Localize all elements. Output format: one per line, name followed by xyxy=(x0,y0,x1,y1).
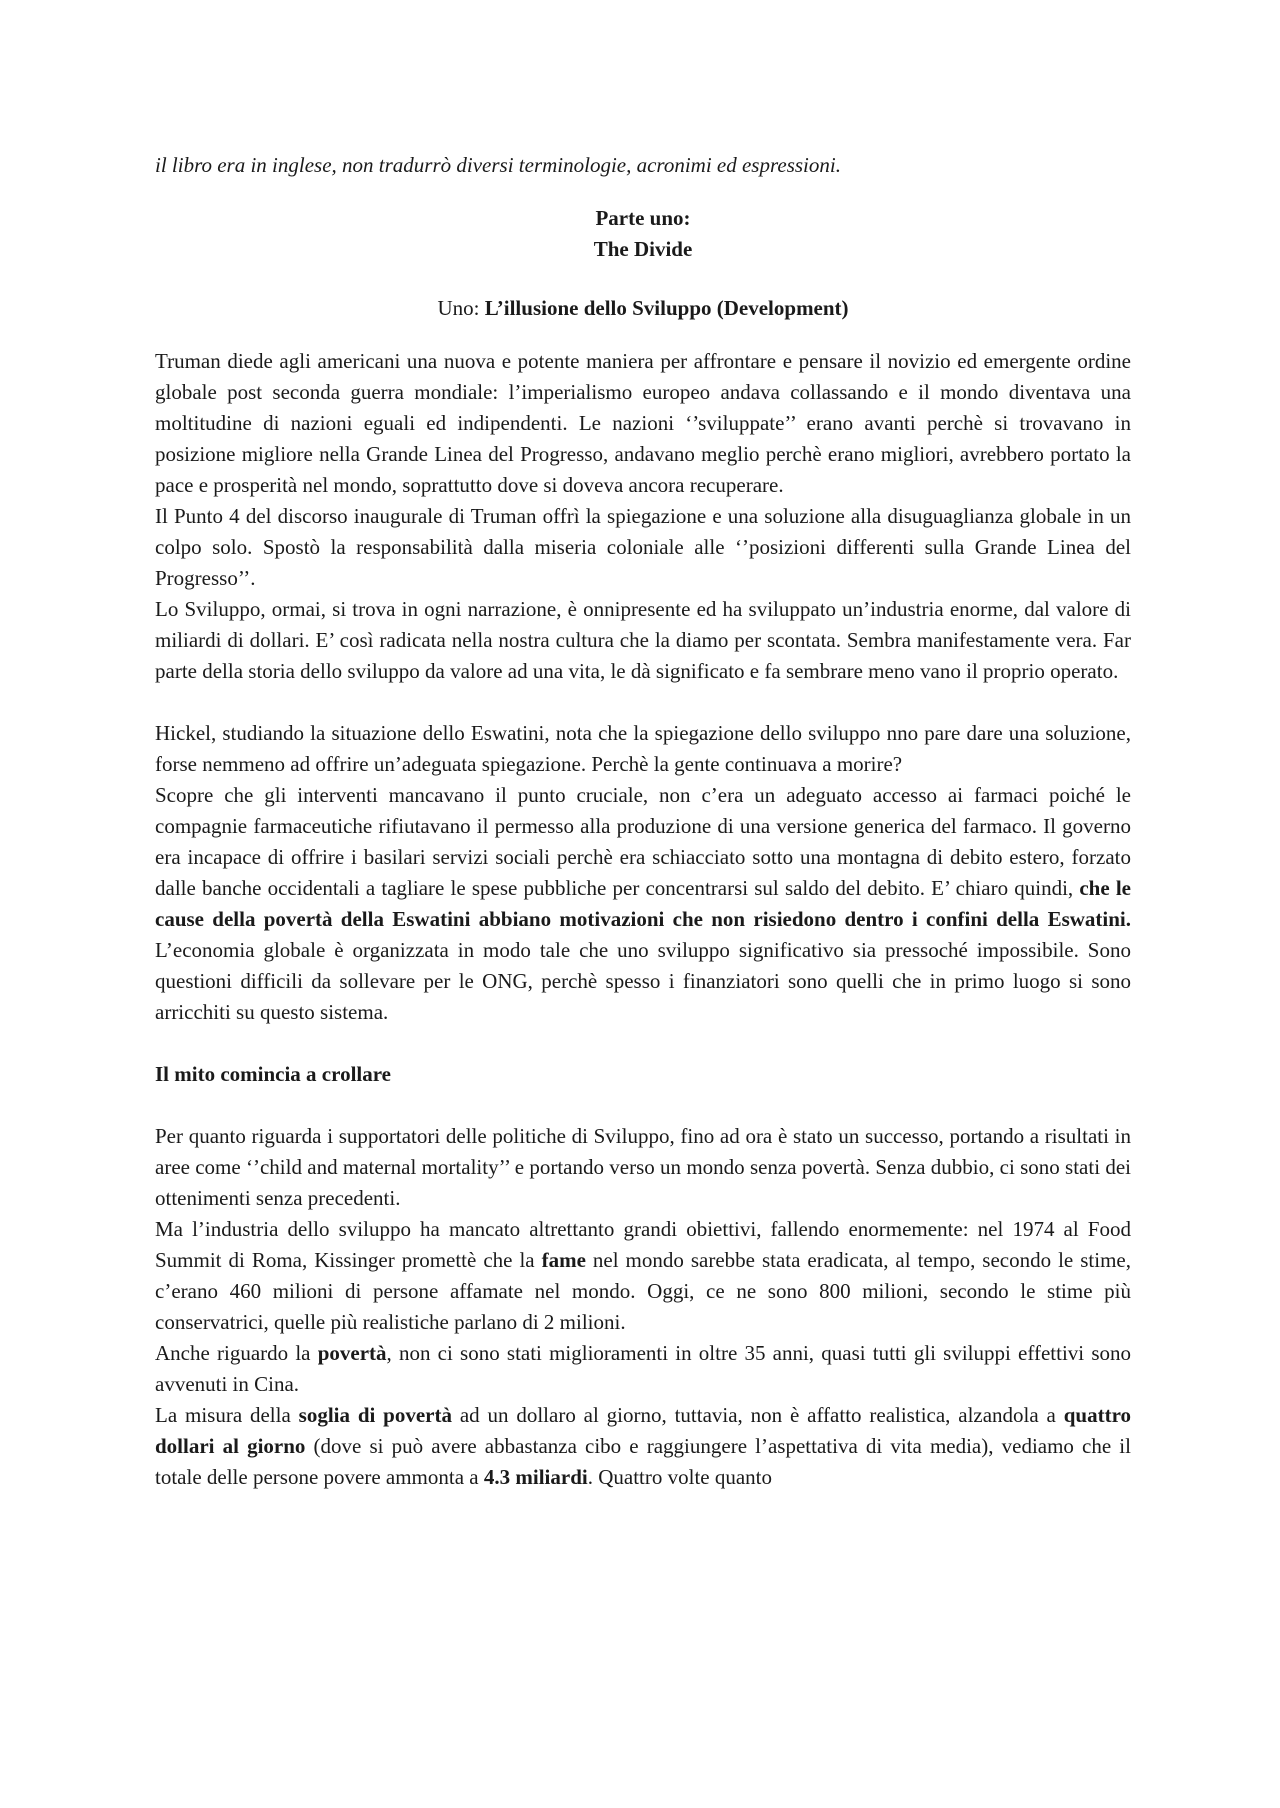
part-title: The Divide xyxy=(593,237,693,261)
paragraph-supportatori: Per quanto riguarda i supportatori delle politiche di Sviluppo, fino ad ora è stato un successo, portando a risultati in aree come ‘’child and maternal mortality’’ e portando verso un mondo senza povertà. Senza dubbio, ci sono stati dei ottenimenti senza precedenti. xyxy=(155,1124,1131,1210)
paragraph-punto-4: Il Punto 4 del discorso inaugurale di Truman offrì la spiegazione e una soluzione alla disuguaglianza globale in un colpo solo. Spostò la responsabilità dalla miseria coloniale alle ‘’posizioni differenti sulla Grande Linea del Progresso’’. xyxy=(155,504,1131,590)
paragraph-eswatini-cause xyxy=(155,780,1131,1028)
part-number: Parte uno: xyxy=(595,206,691,230)
emphasis-text: soglia di povertà xyxy=(298,1403,452,1427)
emphasis-text: povertà xyxy=(317,1341,387,1365)
text-run: Scopre che gli interventi mancavano il punto cruciale, non c’era un adeguato accesso ai farmaci poiché le compagnie farmaceutiche rifiutavano il permesso alla produzione di una versione generica del farmaco. Il governo era incapace di offrire i basilari servizi sociali perchè era schiacciato sotto una montagna di debito estero, forzato dalle banche occidentali a tagliare le spese pubbliche per concentrarsi sul saldo del debito. E’ chiaro quindi, xyxy=(155,783,1131,900)
chapter-heading xyxy=(155,293,1131,324)
part-heading xyxy=(155,203,1131,265)
intro-note: il libro era in inglese, non tradurrò diversi terminologie, acronimi ed espressioni. xyxy=(155,153,841,177)
paragraph-sviluppo-industria: Lo Sviluppo, ormai, si trova in ogni narrazione, è onnipresente ed ha sviluppato un’industria enorme, dal valore di miliardi di dollari. E’ così radicata nella nostra cultura che la diamo per scontata. Sembra manifestamente vera. Far parte della storia dello sviluppo da valore ad una vita, le dà significato e fa sembrare meno vano il proprio operato. xyxy=(155,597,1131,683)
text-run: nel mondo sarebbe stata eradicata, al tempo, secondo le stime, c’erano 460 milioni di persone affamate nel mondo. Oggi, ce ne sono 800 milioni, secondo le stime più conservatrici, quelle più realistiche parlano di 2 milioni. xyxy=(155,1248,1131,1334)
chapter-title: L’illusione dello Sviluppo (Development) xyxy=(484,296,849,320)
text-run: , non ci sono stati miglioramenti in oltre 35 anni, quasi tutti gli sviluppi effettivi sono avvenuti in Cina. xyxy=(155,1341,1132,1396)
text-run: ad un dollaro al giorno, tuttavia, non è affatto realistica, alzandola a xyxy=(452,1403,1064,1427)
emphasis-text: fame xyxy=(541,1248,586,1272)
text-run: La misura della xyxy=(155,1403,299,1427)
emphasis-text: quattro dollari al giorno xyxy=(155,1403,1132,1458)
paragraph-soglia-poverta xyxy=(155,1400,1131,1493)
text-run: . Quattro volte quanto xyxy=(587,1465,773,1489)
document-page xyxy=(155,150,1131,1493)
chapter-prefix: Uno: xyxy=(437,296,485,320)
paragraph-hickel: Hickel, studiando la situazione dello Eswatini, nota che la spiegazione dello sviluppo nno pare dare una soluzione, forse nemmeno ad offrire un’adeguata spiegazione. Perchè la gente continuava a morire? xyxy=(155,721,1131,776)
emphasis-text: che le cause della povertà della Eswatini abbiano motivazioni che non risiedono dentro i confini della Eswatini. xyxy=(155,876,1131,931)
text-run: Anche riguardo la xyxy=(155,1341,318,1365)
paragraph-truman-intro: Truman diede agli americani una nuova e potente maniera per affrontare e pensare il novizio ed emergente ordine globale post seconda guerra mondiale: l’imperialismo europeo andava collassando e il mondo diventava una moltitudine di nazioni eguali ed indipendenti. Le nazioni ‘’sviluppate’’ erano avanti perchè si trovavano in posizione migliore nella Grande Linea del Progresso, andavano meglio perchè erano migliori, avrebbero portato la pace e prosperità nel mondo, soprattutto dove si doveva ancora recuperare. xyxy=(155,349,1131,497)
paragraph-food-summit xyxy=(155,1214,1131,1338)
paragraph-poverta xyxy=(155,1338,1131,1400)
text-run: (dove si può avere abbastanza cibo e raggiungere l’aspettativa di vita media), vediamo che il totale delle persone povere ammonta a xyxy=(155,1434,1131,1489)
emphasis-text: 4.3 miliardi xyxy=(483,1465,588,1489)
section-heading: Il mito comincia a crollare xyxy=(155,1062,392,1086)
text-run: L’economia globale è organizzata in modo tale che uno sviluppo significativo sia pressoché impossibile. Sono questioni difficili da sollevare per le ONG, perchè spesso i finanziatori sono quelli che in primo luogo si sono arricchiti su questo sistema. xyxy=(155,938,1131,1024)
text-run: Ma l’industria dello sviluppo ha mancato altrettanto grandi obiettivi, fallendo enormemente: nel 1974 al Food Summit di Roma, Kissinger promettè che la xyxy=(155,1217,1131,1272)
